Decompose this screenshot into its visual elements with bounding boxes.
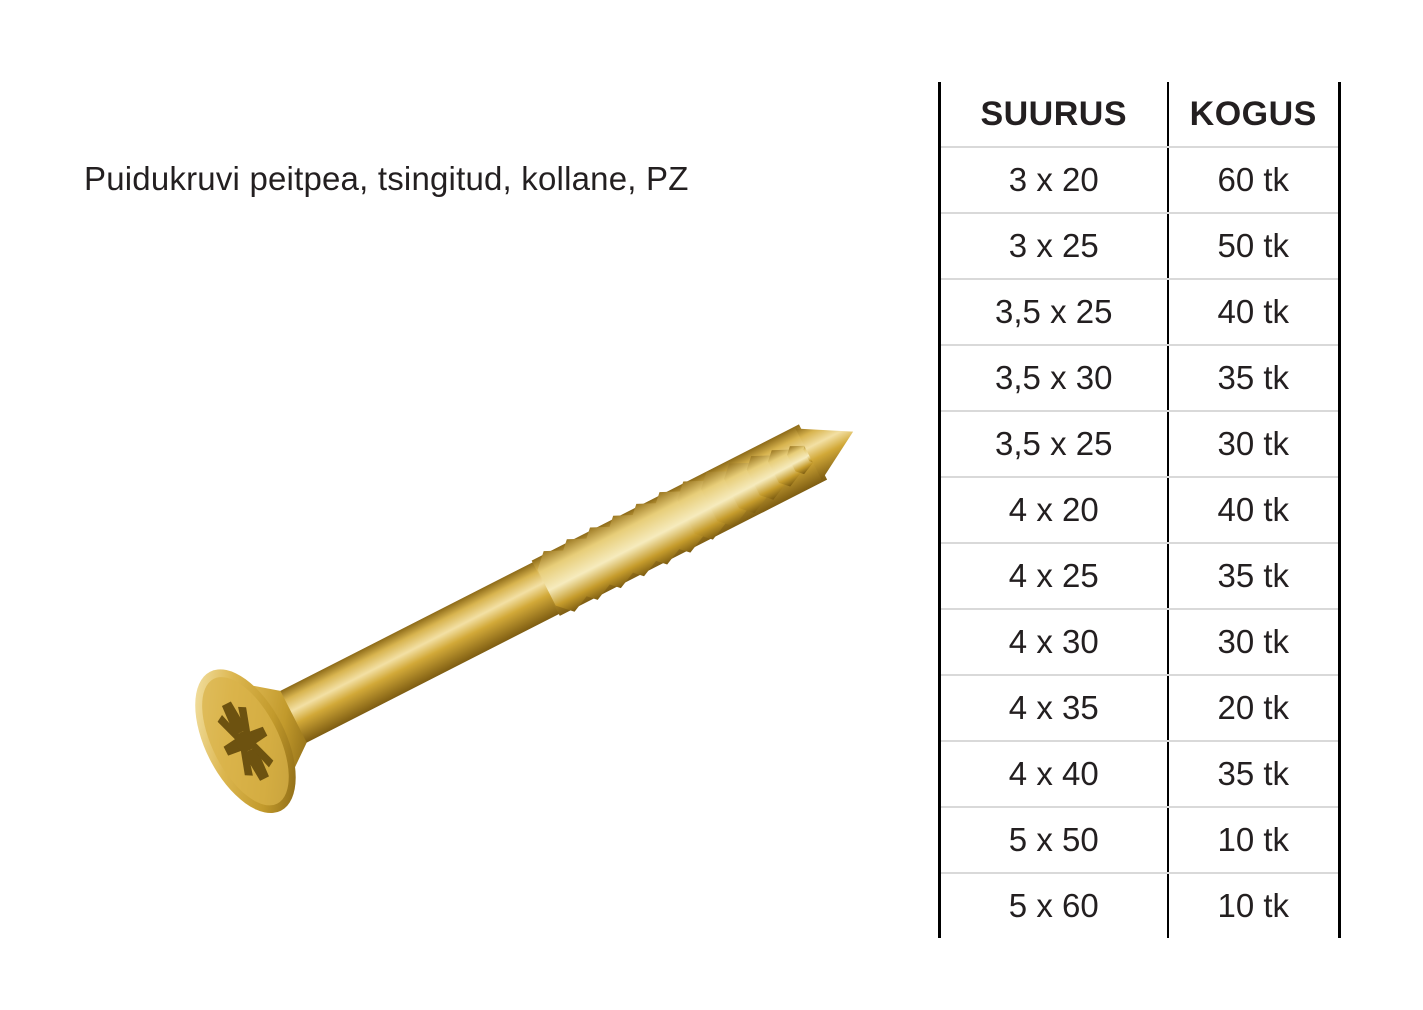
cell-quantity: 35 tk [1168,543,1340,609]
table-row [940,411,1340,477]
table-row [940,213,1340,279]
cell-quantity: 20 tk [1168,675,1340,741]
cell-size: 4 x 40 [940,741,1168,807]
cell-quantity: 35 tk [1168,345,1340,411]
spec-table-container [938,82,1338,932]
product-caption: Puidukruvi peitpea, tsingitud, kollane, PZ [84,160,689,197]
cell-quantity: 30 tk [1168,609,1340,675]
cell-quantity: 60 tk [1168,147,1340,213]
cell-size: 4 x 20 [940,477,1168,543]
cell-size: 3,5 x 25 [940,411,1168,477]
cell-quantity: 40 tk [1168,477,1340,543]
cell-quantity: 30 tk [1168,411,1340,477]
cell-quantity: 40 tk [1168,279,1340,345]
column-header-size: SUURUS [940,82,1168,147]
table-row [940,807,1340,873]
table-row [940,609,1340,675]
cell-size: 3 x 20 [940,147,1168,213]
table-body [940,147,1340,938]
table-header-row [940,82,1340,147]
cell-size: 4 x 25 [940,543,1168,609]
table-row [940,147,1340,213]
table-row [940,873,1340,938]
cell-size: 4 x 35 [940,675,1168,741]
spec-table [938,82,1341,938]
column-header-quantity: KOGUS [1168,82,1340,147]
table-row [940,279,1340,345]
cell-size: 3 x 25 [940,213,1168,279]
table-row [940,675,1340,741]
table-row [940,477,1340,543]
cell-size: 3,5 x 25 [940,279,1168,345]
cell-size: 3,5 x 30 [940,345,1168,411]
wood-screw-icon [95,275,935,935]
cell-size: 5 x 50 [940,807,1168,873]
table-row [940,543,1340,609]
table-row [940,741,1340,807]
cell-quantity: 35 tk [1168,741,1340,807]
cell-size: 4 x 30 [940,609,1168,675]
cell-quantity: 10 tk [1168,807,1340,873]
cell-size: 5 x 60 [940,873,1168,938]
cell-quantity: 10 tk [1168,873,1340,938]
product-image [95,275,935,935]
table-row [940,345,1340,411]
cell-quantity: 50 tk [1168,213,1340,279]
